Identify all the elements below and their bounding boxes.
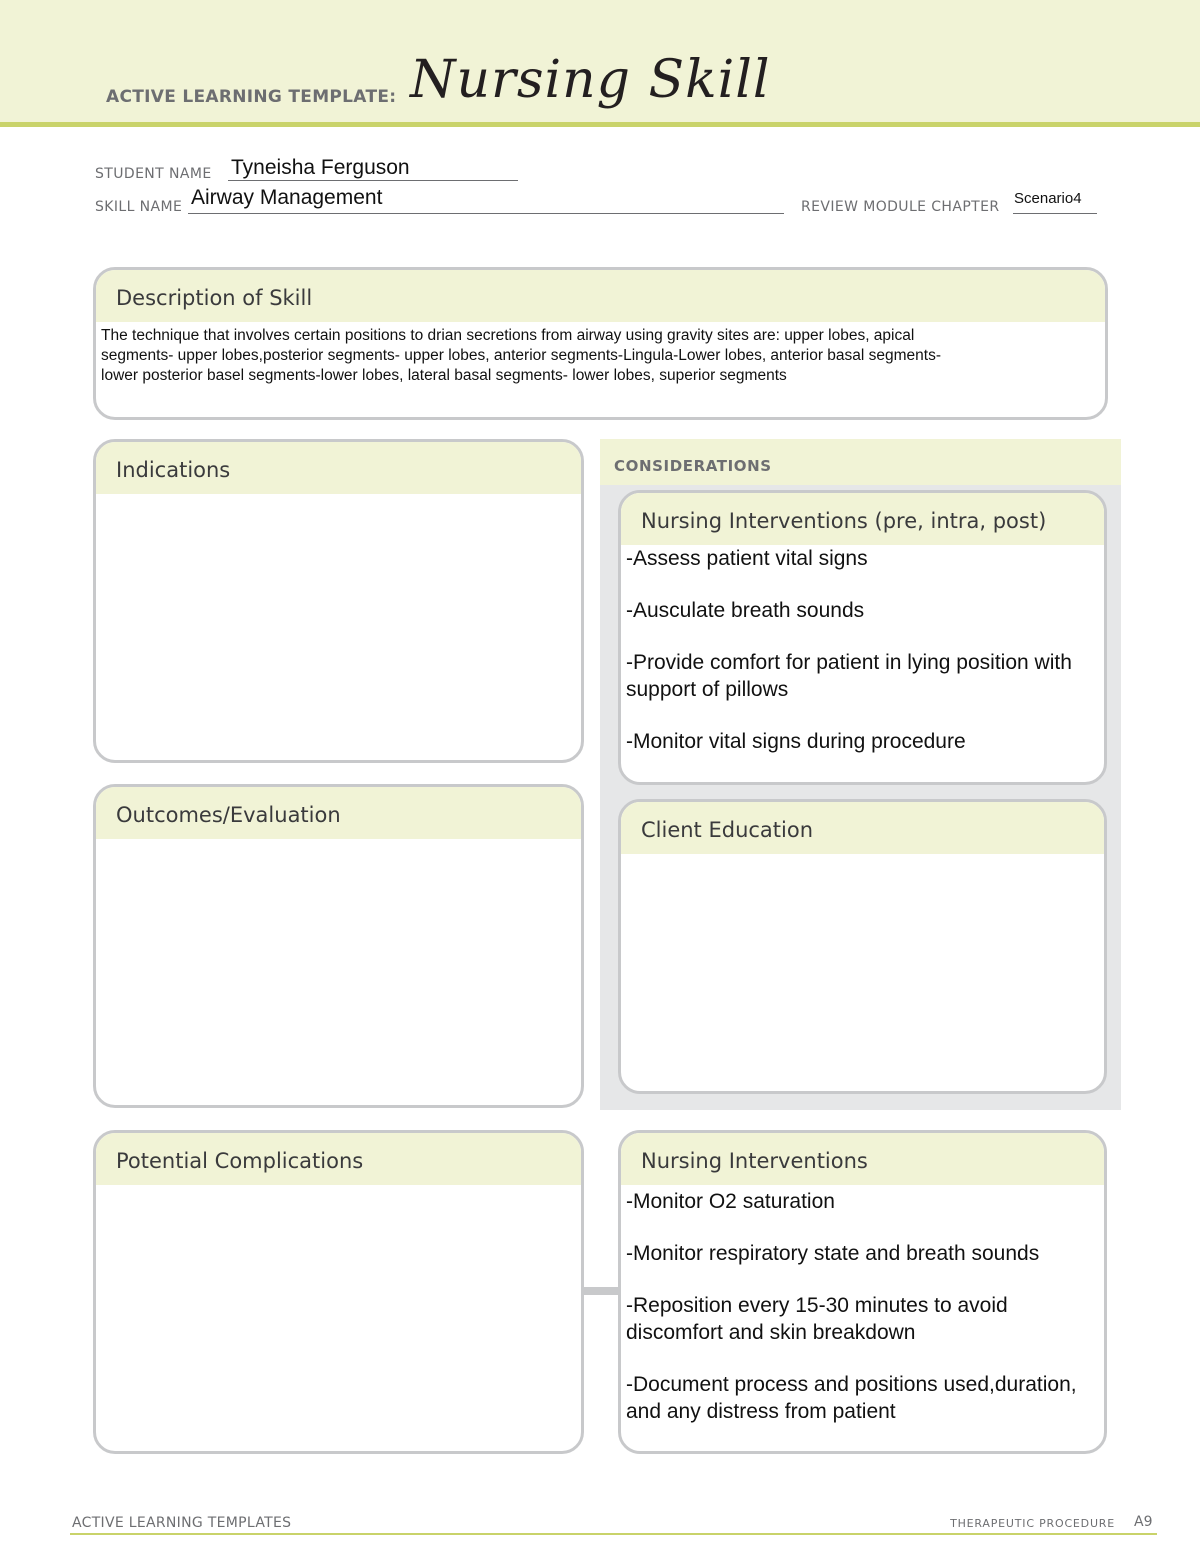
- description-line: The technique that involves certain positions to drian secretions from airway using gravity sites are: upper lobes, apical: [101, 327, 915, 344]
- skill-name-field[interactable]: Airway Management: [191, 186, 383, 209]
- outcomes-body[interactable]: [96, 839, 581, 843]
- outcomes-box: [93, 784, 584, 1108]
- list-item: -Document process and positions used,duration, and any distress from patient: [626, 1373, 1077, 1423]
- nursing-interventions-ppp-header: [621, 493, 1104, 545]
- template-title: Nursing Skill: [410, 50, 771, 110]
- list-item: -Monitor respiratory state and breath sounds: [626, 1242, 1040, 1265]
- potential-complications-box: [93, 1130, 584, 1454]
- indications-body[interactable]: [96, 494, 581, 498]
- client-education-title: Client Education: [641, 818, 814, 842]
- potential-complications-header: [96, 1133, 581, 1185]
- footer-right: THERAPEUTIC PROCEDURE: [950, 1517, 1115, 1530]
- list-item: -Reposition every 15-30 minutes to avoid discomfort and skin breakdown: [626, 1294, 1008, 1344]
- indications-box: [93, 439, 584, 763]
- description-box: [93, 267, 1108, 420]
- nursing-interventions-ppp-box: [618, 490, 1107, 785]
- list-item: -Provide comfort for patient in lying position with support of pillows: [626, 651, 1072, 701]
- nursing-interventions-header: [621, 1133, 1104, 1185]
- footer-left: ACTIVE LEARNING TEMPLATES: [72, 1515, 292, 1531]
- description-header: [96, 270, 1105, 322]
- indications-header: [96, 442, 581, 494]
- list-item: -Assess patient vital signs: [626, 547, 868, 570]
- description-line: segments- upper lobes,posterior segments- upper lobes, anterior segments-Lingula-Lower lobes, anterior basal segments-: [101, 347, 942, 364]
- nursing-interventions-body[interactable]: [621, 1185, 1104, 1425]
- description-line: lower posterior basel segments-lower lobes, lateral basal segments- lower lobes, superior segments: [101, 367, 787, 384]
- template-label: ACTIVE LEARNING TEMPLATE:: [106, 87, 397, 107]
- header-rule: [0, 122, 1200, 127]
- potential-complications-title: Potential Complications: [116, 1149, 364, 1173]
- potential-complications-body[interactable]: [96, 1185, 581, 1189]
- nursing-interventions-ppp-title: Nursing Interventions (pre, intra, post): [641, 509, 1047, 533]
- review-module-line: [1013, 213, 1097, 214]
- nursing-interventions-ppp-body[interactable]: [621, 545, 1104, 755]
- list-item: -Monitor O2 saturation: [626, 1190, 835, 1213]
- nursing-interventions-title: Nursing Interventions: [641, 1149, 868, 1173]
- footer-rule: [70, 1533, 1157, 1535]
- connector-bar: [582, 1287, 622, 1295]
- indications-title: Indications: [116, 458, 231, 482]
- review-module-label: REVIEW MODULE CHAPTER: [801, 199, 1000, 215]
- client-education-box: [618, 799, 1107, 1094]
- outcomes-title: Outcomes/Evaluation: [116, 803, 341, 827]
- considerations-label: CONSIDERATIONS: [614, 457, 772, 475]
- footer-page-number: A9: [1134, 1514, 1153, 1530]
- student-name-field[interactable]: Tyneisha Ferguson: [231, 156, 410, 179]
- considerations-header: [600, 439, 1121, 485]
- student-name-line: [228, 180, 518, 181]
- list-item: -Ausculate breath sounds: [626, 599, 865, 622]
- client-education-header: [621, 802, 1104, 854]
- review-module-field[interactable]: Scenario4: [1014, 190, 1082, 207]
- client-education-body[interactable]: [621, 854, 1104, 858]
- student-name-label: STUDENT NAME: [95, 166, 212, 182]
- description-body[interactable]: [96, 322, 1105, 386]
- nursing-interventions-box: [618, 1130, 1107, 1454]
- description-title: Description of Skill: [116, 286, 313, 310]
- list-item: -Monitor vital signs during procedure: [626, 730, 966, 753]
- outcomes-header: [96, 787, 581, 839]
- skill-name-line: [188, 213, 784, 214]
- skill-name-label: SKILL NAME: [95, 199, 183, 215]
